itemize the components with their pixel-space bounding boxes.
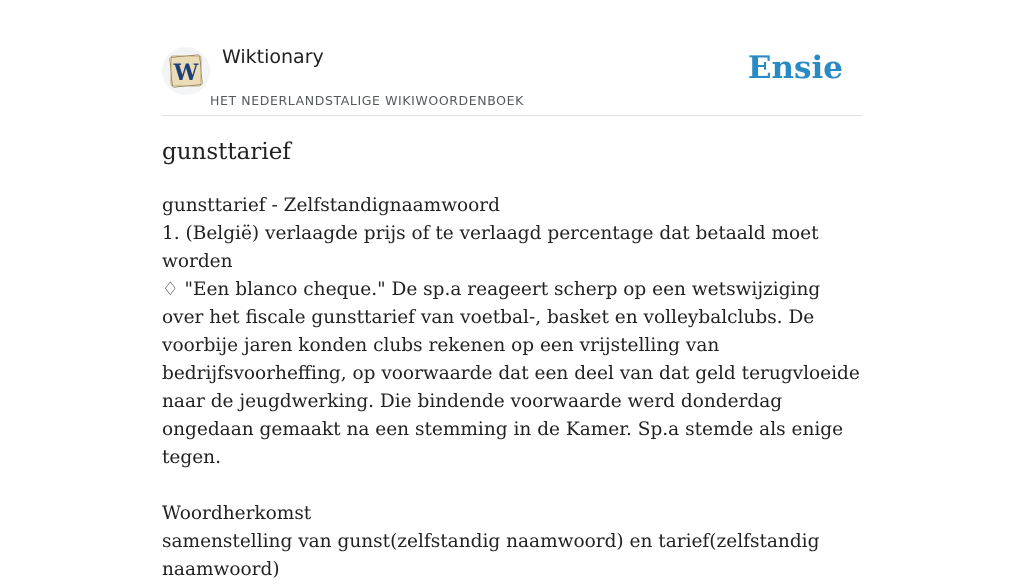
- spacer: [162, 472, 862, 500]
- etymology-text: samenstelling van gunst(zelfstandig naamwoord) en tarief(zelfstandig naamwoord): [162, 531, 820, 580]
- etymology-heading: Woordherkomst: [162, 503, 312, 524]
- site-name[interactable]: Wiktionary: [222, 46, 324, 68]
- ensie-brand-logo[interactable]: Ensie: [747, 50, 843, 86]
- site-tagline: HET NEDERLANDSTALIGE WIKIWOORDENBOEK: [210, 93, 524, 108]
- page-title: gunsttarief: [162, 139, 291, 165]
- entry-content: [162, 192, 862, 584]
- logo-letter: W: [173, 60, 199, 86]
- wiktionary-logo-icon[interactable]: [162, 47, 210, 95]
- definition-text: 1. (België) verlaagde prijs of te verlaagd percentage dat betaald moet worden: [162, 223, 819, 272]
- site-header: [162, 0, 862, 116]
- wiktionary-logo-tile: [168, 53, 204, 89]
- part-of-speech-line: gunsttarief - Zelfstandignaamwoord: [162, 195, 500, 216]
- example-text: ♢ "Een blanco cheque." De sp.a reageert scherp op een wetswijziging over het fiscale gunsttarief van voetbal-, basket en volleybalclubs. De voorbije jaren konden clubs rekenen op een vrijstelling van bedrijfsvoorheffing, op voorwaarde dat een deel van dat geld terugvloeide naar de jeugdwerking. Die bindende voorwaarde werd donderdag ongedaan gemaakt na een stemming in de Kamer. Sp.a stemde als enige tegen.: [162, 279, 860, 468]
- page-container: [162, 0, 862, 580]
